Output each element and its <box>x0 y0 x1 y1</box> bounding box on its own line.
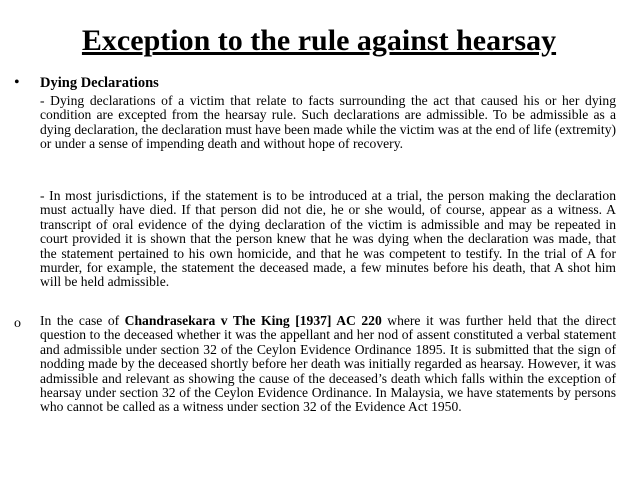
case-body-text: where it was further held that the direct question to the deceased whether it was the appellant and her nod of assent constituted a verbal statement and admissible under section 32 of the Ceylon Evidence Ordinance 1895. It is submitted that the sign of nodding made by the deceased shortly before her death was initially regarded as hearsay. However, it was admissible and relevant as showing the cause of the deceased’s death which falls within the exception of hearsay under section 32 of the Ceylon Evidence Ordinance. In Malaysia, we have statements by persons who cannot be called as a witness under section 32 of the Evidence Act 1950. <box>40 313 616 415</box>
bullet-marker: • <box>14 74 20 91</box>
paragraph-dying-declarations: - Dying declarations of a victim that relate to facts surrounding the act that caused his or her dying condition are excepted from the hearsay rule. Such declarations are admissible. To be admissible as a dying declaration, the declaration must have been made while the victim was at the end of life (extremity) or under a sense of impending death and without hope of recovery. <box>40 93 617 152</box>
section-heading: Dying Declarations <box>40 75 159 91</box>
paragraph-case <box>40 314 616 415</box>
bullet-marker-o: o <box>14 316 21 331</box>
case-citation: Chandrasekara v The King [1937] AC 220 <box>124 313 382 328</box>
case-intro-text: In the case of <box>40 313 125 328</box>
slide-title: Exception to the rule against hearsay <box>81 24 557 57</box>
paragraph-jurisdictions: - In most jurisdictions, if the statement is to be introduced at a trial, the person making the declaration must actually have died. If that person did not die, he or she would, of course, appear as a witness. A transcript of oral evidence of the dying declaration of the victim is admissible and may be repeated in court provided it is shown that the person knew that he was dying when the declaration was made, that the statement pertained to his own homicide, and that he was competent to testify. In the trial of A for murder, for example, the statement the deceased made, a few minutes before his death, that A shot him will be held admissible. <box>40 188 616 290</box>
